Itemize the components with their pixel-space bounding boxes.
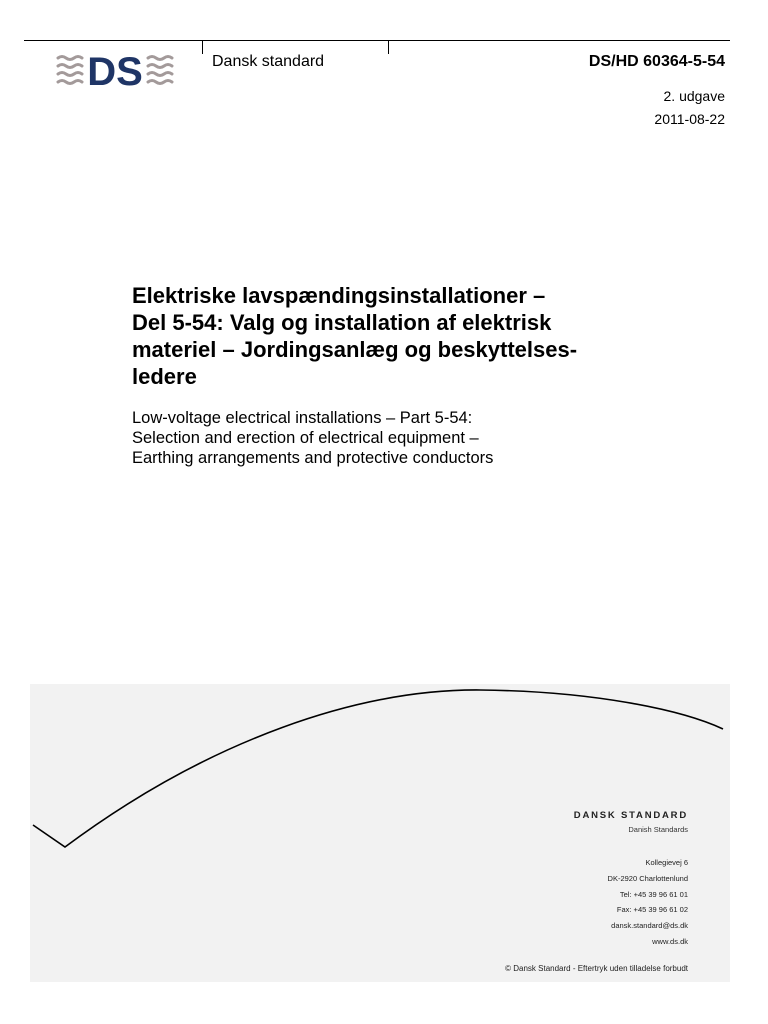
header-rule <box>24 40 730 41</box>
title-english-line: Selection and erection of electrical equipment – <box>132 429 479 447</box>
email: dansk.standard@ds.dk <box>611 921 688 931</box>
title-english <box>132 408 732 468</box>
edition: 2. udgave <box>663 88 725 104</box>
copyright-notice: © Dansk Standard - Eftertryk uden tilladelse forbudt <box>505 964 688 973</box>
org-name: DANSK STANDARD <box>573 810 688 821</box>
publisher-label: Dansk standard <box>212 53 325 70</box>
contact-address <box>608 855 688 950</box>
org-subtitle: Danish Standards <box>628 825 688 834</box>
title-danish-line: ledere <box>132 364 197 389</box>
svg-text:DS: DS <box>87 50 143 90</box>
publication-date: 2011-08-22 <box>654 111 725 127</box>
title-danish <box>132 282 732 390</box>
title-english-line: Low-voltage electrical installations – Part 5-54: <box>132 409 473 427</box>
title-danish-line: materiel – Jordingsanlæg og beskyttelses- <box>132 337 578 362</box>
header-divider-left <box>202 40 203 54</box>
fax: Fax: +45 39 96 61 02 <box>616 905 688 915</box>
document-code: DS/HD 60364-5-54 <box>588 53 725 70</box>
phone: Tel: +45 39 96 61 01 <box>619 889 688 899</box>
title-english-line: Earthing arrangements and protective conductors <box>132 449 494 467</box>
address-line: Kollegievej 6 <box>645 858 688 867</box>
footer-panel <box>30 684 730 982</box>
title-danish-line: Del 5-54: Valg og installation af elektrisk <box>132 310 552 335</box>
title-danish-line: Elektriske lavspændingsinstallationer – <box>132 283 546 308</box>
ds-logo <box>56 50 176 90</box>
website: www.ds.dk <box>652 936 688 946</box>
address-line: DK-2920 Charlottenlund <box>607 873 688 883</box>
header-divider-right <box>388 40 389 54</box>
